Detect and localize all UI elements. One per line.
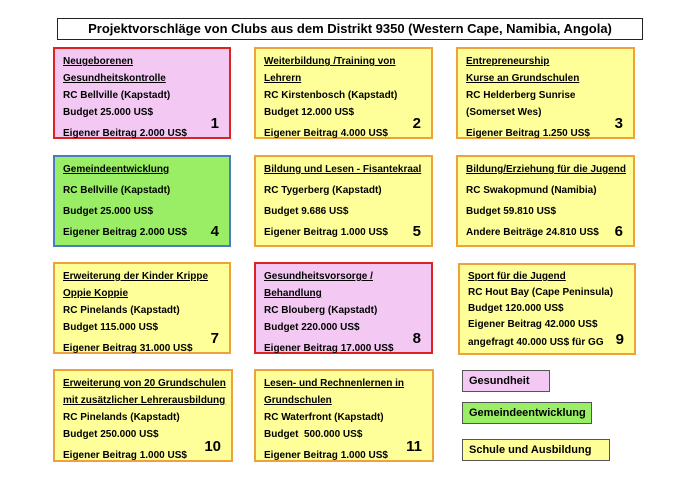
card-number: 9	[615, 331, 624, 348]
card-club: RC Blouberg (Kapstadt)	[264, 305, 378, 316]
card-contribution: Eigener Beitrag 2.000 US$	[63, 128, 187, 139]
card-heading: Erweiterung von 20 Grundschulen	[63, 378, 226, 389]
card-budget: Budget 500.000 US$	[264, 429, 363, 440]
card-contribution: Andere Beiträge 24.810 US$	[466, 227, 599, 238]
card-number: 3	[614, 115, 623, 132]
card-budget: Budget 25.000 US$	[63, 107, 154, 118]
project-card-1	[53, 47, 231, 139]
card-budget: Budget 120.000 US$	[468, 303, 564, 314]
card-number: 5	[412, 223, 421, 240]
legend-gemeindeentwicklung	[462, 402, 592, 424]
project-card-6	[456, 155, 635, 247]
card-club: RC Helderberg Sunrise	[466, 90, 576, 101]
card-contribution: Eigener Beitrag 1.000 US$	[63, 450, 187, 461]
card-heading: Gesundheitsvorsorge /	[264, 271, 373, 282]
card-contribution: Eigener Beitrag 17.000 US$	[264, 343, 394, 354]
card-number: 8	[412, 330, 421, 347]
card-number: 6	[614, 223, 623, 240]
legend-schule-und-ausbildung	[462, 439, 610, 461]
card-club: RC Pinelands (Kapstadt)	[63, 412, 180, 423]
page-title: Projektvorschläge von Clubs aus dem Distrikt 9350 (Western Cape, Namibia, Angola)	[57, 18, 643, 40]
card-heading: Behandlung	[264, 288, 322, 299]
card-budget: Budget 12.000 US$	[264, 107, 355, 118]
card-number: 11	[406, 438, 422, 455]
card-club: RC Waterfront (Kapstadt)	[264, 412, 384, 423]
card-heading: Gemeindeentwicklung	[63, 164, 170, 175]
project-card-11	[254, 369, 434, 462]
card-heading: Lehrern	[264, 73, 302, 84]
card-heading: Weiterbildung /Training von	[264, 56, 396, 67]
card-contribution: Eigener Beitrag 2.000 US$	[63, 227, 187, 238]
legend-gesundheit	[462, 370, 550, 392]
card-location: (Somerset Wes)	[466, 107, 542, 118]
card-heading: Kurse an Grundschulen	[466, 73, 580, 84]
card-number: 4	[210, 223, 219, 240]
card-contribution: Eigener Beitrag 4.000 US$	[264, 128, 388, 139]
card-club: RC Pinelands (Kapstadt)	[63, 305, 180, 316]
legend-label: Gemeindeentwicklung	[469, 407, 586, 419]
card-budget: Budget 250.000 US$	[63, 429, 159, 440]
card-heading: Entrepreneurship	[466, 56, 550, 67]
legend-label: Schule und Ausbildung	[469, 444, 592, 456]
card-budget: Budget 59.810 US$	[466, 206, 557, 217]
card-club: RC Tygerberg (Kapstadt)	[264, 185, 382, 196]
project-card-8	[254, 262, 433, 354]
card-contribution: Eigener Beitrag 1.250 US$	[466, 128, 590, 139]
card-budget: Budget 115.000 US$	[63, 322, 159, 333]
card-heading: Bildung und Lesen - Fisantekraal	[264, 164, 422, 175]
card-heading: Lesen- und Rechnenlernen in	[264, 378, 405, 389]
card-heading: Gesundheitskontrolle	[63, 73, 166, 84]
project-card-2	[254, 47, 433, 139]
card-contribution: Eigener Beitrag 31.000 US$	[63, 343, 193, 354]
project-card-7	[53, 262, 231, 354]
card-number: 1	[210, 115, 219, 132]
project-card-9	[458, 263, 636, 355]
card-club: RC Kirstenbosch (Kapstadt)	[264, 90, 398, 101]
card-heading: Sport für die Jugend	[468, 271, 566, 282]
card-heading: Bildung/Erziehung für die Jugend	[466, 164, 626, 175]
card-heading: Neugeborenen	[63, 56, 134, 67]
card-heading: Oppie Koppie	[63, 288, 128, 299]
card-budget: Budget 220.000 US$	[264, 322, 360, 333]
card-contribution: Eigener Beitrag 1.000 US$	[264, 450, 388, 461]
card-club: RC Bellville (Kapstadt)	[63, 185, 171, 196]
card-heading: Grundschulen	[264, 395, 332, 406]
project-card-10	[53, 369, 233, 462]
card-number: 7	[210, 330, 219, 347]
card-budget: Budget 25.000 US$	[63, 206, 154, 217]
legend-label: Gesundheit	[469, 375, 530, 387]
project-card-5	[254, 155, 433, 247]
card-heading: Erweiterung der Kinder Krippe	[63, 271, 209, 282]
card-number: 2	[412, 115, 421, 132]
card-club: RC Bellville (Kapstadt)	[63, 90, 171, 101]
project-card-3	[456, 47, 635, 139]
card-heading: mit zusätzlicher Lehrerausbildung	[63, 395, 226, 406]
card-contribution: Eigener Beitrag 42.000 US$	[468, 319, 598, 330]
card-contribution: Eigener Beitrag 1.000 US$	[264, 227, 388, 238]
card-club: RC Swakopmund (Namibia)	[466, 185, 597, 196]
card-requested: angefragt 40.000 US$ für GG	[468, 337, 604, 348]
project-card-4	[53, 155, 231, 247]
card-budget: Budget 9.686 US$	[264, 206, 349, 217]
card-club: RC Hout Bay (Cape Peninsula)	[468, 287, 614, 298]
card-number: 10	[204, 438, 221, 455]
